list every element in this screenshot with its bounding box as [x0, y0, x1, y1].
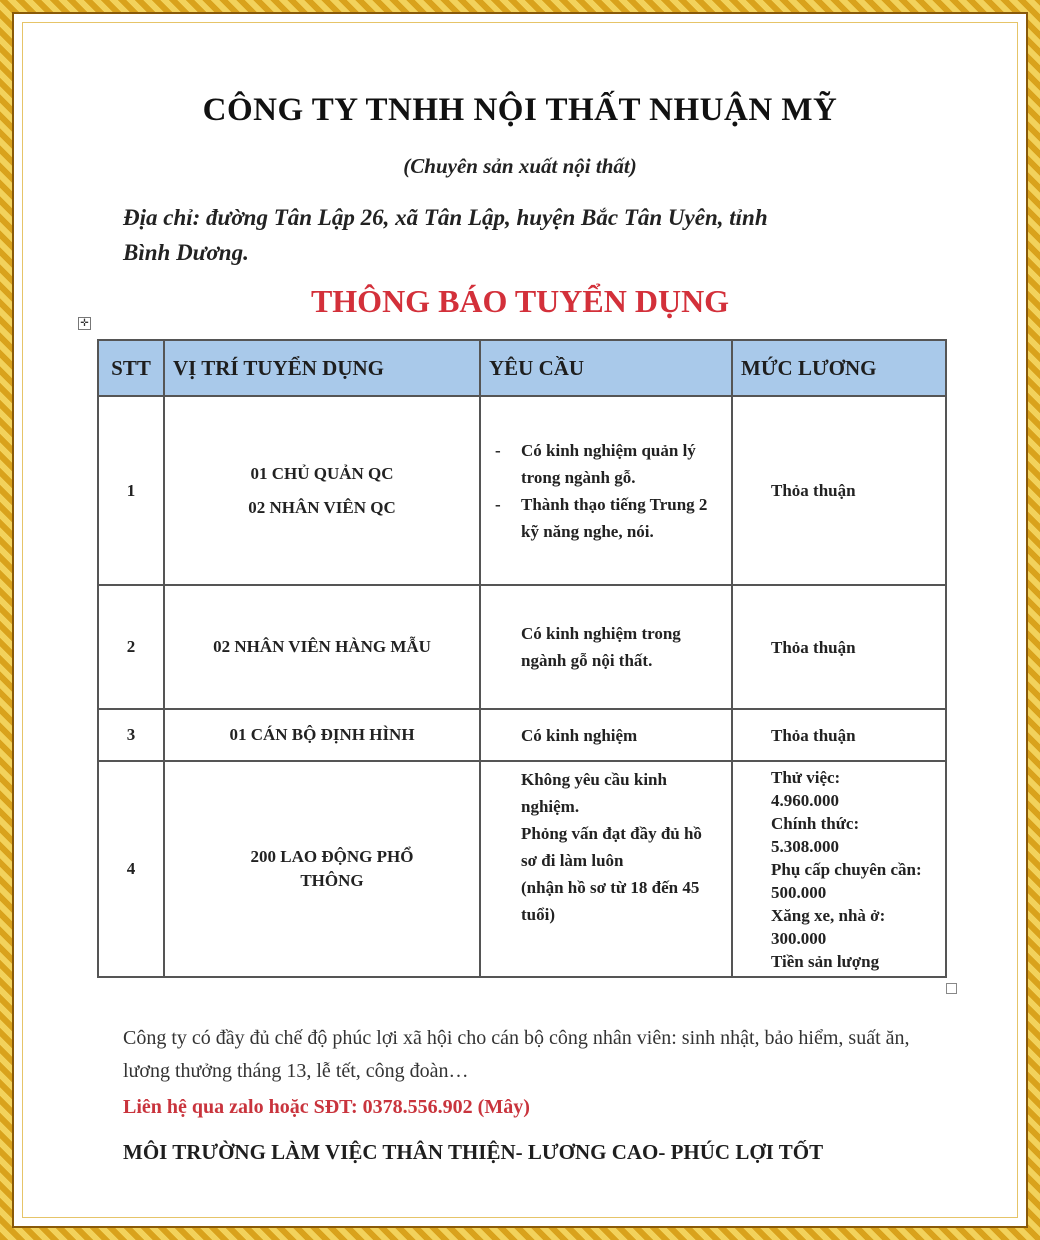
salary-line: Phụ cấp chuyên cần: 500.000 [771, 860, 922, 902]
requirement-item: - Thành thạo tiếng Trung 2 kỹ năng nghe, nói. [521, 491, 721, 545]
row-position [164, 761, 480, 977]
row-stt: 4 [98, 761, 164, 977]
position-line: 02 NHÂN VIÊN QC [248, 497, 396, 517]
salary-line: 300.000 [771, 929, 827, 948]
address-line: Địa chỉ: đường Tân Lập 26, xã Tân Lập, huyện Bắc Tân Uyên, tỉnh [123, 205, 768, 230]
position-line: 01 CHỦ QUẢN QC [250, 463, 394, 483]
company-name: CÔNG TY TNHH NỘI THẤT NHUẬN MỸ [202, 92, 838, 128]
salary-line: Thử việc: [771, 768, 841, 787]
row-position [164, 709, 480, 761]
table-row [98, 709, 946, 761]
requirement-text: (nhận hồ sơ từ 18 đến 45 tuổi) [521, 878, 700, 924]
row-requirement [480, 396, 732, 585]
row-stt: 1 [98, 396, 164, 585]
company-address [123, 200, 923, 270]
row-salary [732, 396, 946, 585]
row-salary [732, 585, 946, 709]
table-row [98, 396, 946, 585]
row-position [164, 585, 480, 709]
salary-line: Thỏa thuận [771, 637, 856, 657]
salary-line: Chính thức: [771, 814, 860, 833]
table-resize-handle-icon[interactable] [946, 983, 957, 994]
requirement-text: Phỏng vấn đạt đầy đủ hồ sơ đi làm luôn [521, 824, 702, 870]
salary-line: Thỏa thuận [771, 725, 856, 745]
row-requirement [480, 709, 732, 761]
salary-line: 4.960.000 [771, 791, 839, 810]
requirement-text: Không yêu cầu kinh nghiệm. [521, 770, 667, 816]
row-salary [732, 709, 946, 761]
table-move-handle-icon[interactable]: ✛ [78, 317, 91, 330]
row-requirement [480, 761, 732, 977]
requirement-text: Có kinh nghiệm [521, 725, 638, 745]
benefits-text: Công ty có đầy đủ chế độ phúc lợi xã hội cho cán bộ công nhân viên: sinh nhật, bảo hiểm, suất ăn, lương thưởng tháng 13, lễ tết, công đoàn… [123, 1027, 910, 1082]
position-line: 02 NHÂN VIÊN HÀNG MẪU [213, 637, 431, 656]
row-stt: 3 [98, 709, 164, 761]
table-row [98, 761, 946, 977]
salary-line: Thỏa thuận [771, 481, 856, 500]
salary-line: 5.308.000 [771, 837, 839, 856]
requirement-item: - Có kinh nghiệm quản lý trong ngành gỗ. [521, 437, 721, 491]
salary-line: Tiền sản lượng [771, 952, 880, 971]
job-table [97, 339, 947, 978]
slogan: MÔI TRƯỜNG LÀM VIỆC THÂN THIỆN- LƯƠNG CAO- PHÚC LỢI TỐT [123, 1140, 824, 1164]
header-position: VỊ TRÍ TUYỂN DỤNG [164, 340, 480, 396]
table-header-row [98, 340, 946, 396]
row-stt: 2 [98, 585, 164, 709]
position-line: 200 LAO ĐỘNG PHỔ THÔNG [250, 847, 414, 890]
header-salary: MỨC LƯƠNG [732, 340, 946, 396]
salary-line: Xăng xe, nhà ở: [771, 906, 886, 925]
table-row [98, 585, 946, 709]
header-stt: STT [98, 340, 164, 396]
contact-info: Liên hệ qua zalo hoặc SĐT: 0378.556.902 (Mây) [123, 1096, 530, 1118]
row-requirement [480, 585, 732, 709]
row-salary [732, 761, 946, 977]
header-requirement: YÊU CẦU [480, 340, 732, 396]
company-subtitle: (Chuyên sản xuất nội thất) [403, 154, 637, 178]
recruitment-notice-title: THÔNG BÁO TUYỂN DỤNG [310, 283, 730, 319]
row-position [164, 396, 480, 585]
position-line: 01 CÁN BỘ ĐỊNH HÌNH [229, 725, 415, 744]
address-line: Bình Dương. [123, 240, 249, 265]
requirement-text: Có kinh nghiệm trong ngành gỗ nội thất. [521, 624, 681, 670]
